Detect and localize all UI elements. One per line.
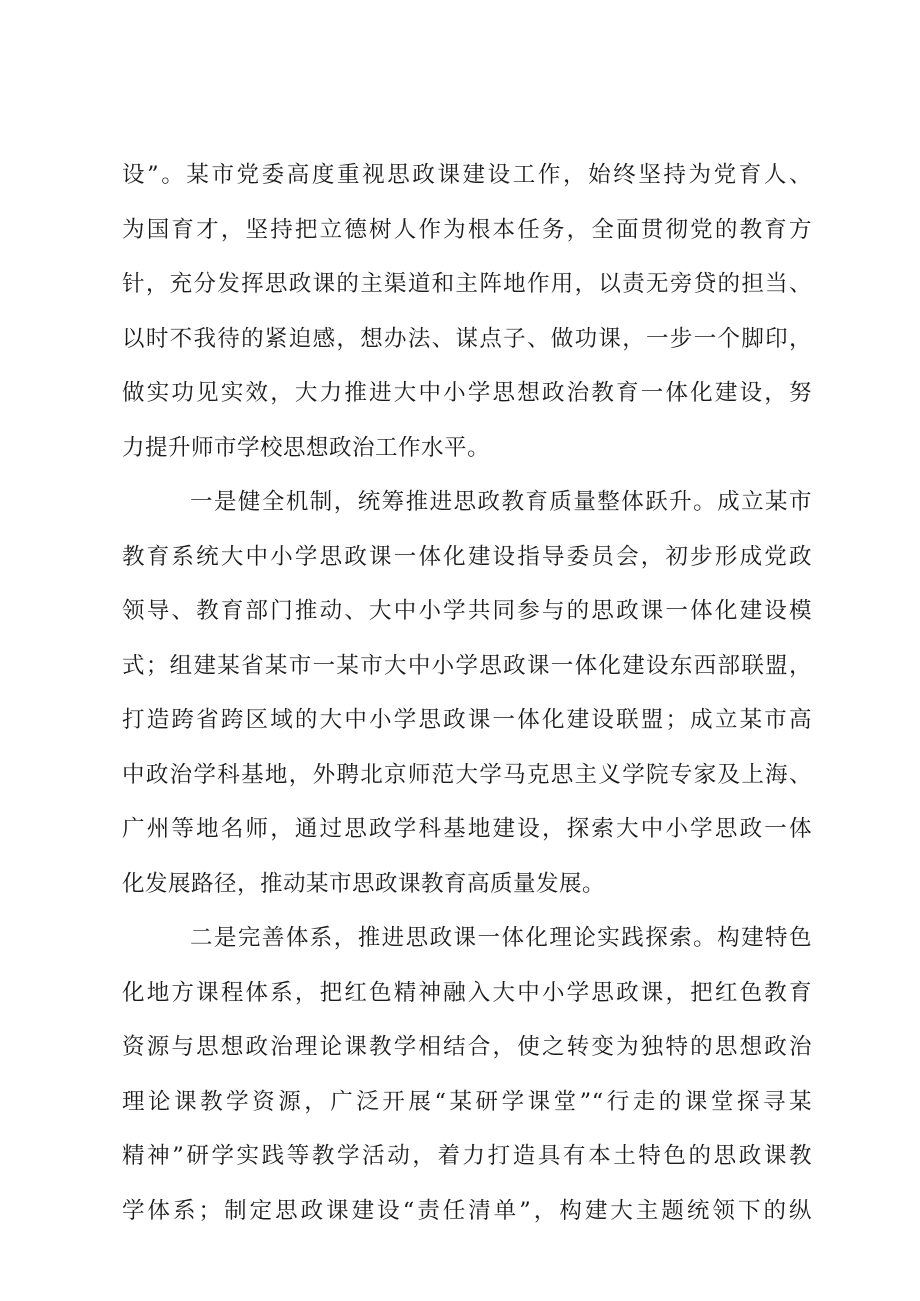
text-line: 资源与思想政治理论课教学相结合，使之转变为独特的思想政治 [122, 1034, 812, 1060]
text-line: 以时不我待的紧迫感，想办法、谋点子、做功课，一步一个脚印， [122, 325, 812, 352]
text-line: 理论课教学资源，广泛开展“某研学课堂”“行走的课堂探寻某 [122, 1088, 812, 1115]
text-line: 化地方课程体系，把红色精神融入大中小学思政课，把红色教育 [122, 979, 812, 1006]
text-line: 领导、教育部门推动、大中小学共同参与的思政课一体化建设模 [122, 598, 812, 624]
text-line: 二是完善体系，推进思政课一体化理论实践探索。构建特色 [190, 925, 812, 951]
text-line: 力提升师市学校思想政治工作水平。 [122, 434, 491, 461]
text-line: 设”。某市党委高度重视思政课建设工作，始终坚持为党育人、 [122, 162, 812, 188]
body-text [122, 148, 812, 1238]
text-line: 针，充分发挥思政课的主渠道和主阵地作用，以责无旁贷的担当、 [122, 271, 812, 297]
text-line: 化发展路径，推动某市思政课教育高质量发展。 [122, 870, 606, 897]
text-line: 式；组建某省某市一某市大中小学思政课一体化建设东西部联盟， [122, 652, 812, 679]
text-line: 广州等地名师，通过思政学科基地建设，探索大中小学思政一体 [122, 816, 812, 842]
text-line: 教育系统大中小学思政课一体化建设指导委员会，初步形成党政 [122, 543, 812, 570]
text-line: 中政治学科基地，外聘北京师范大学马克思主义学院专家及上海、 [122, 761, 812, 788]
text-line: 做实功见实效，大力推进大中小学思想政治教育一体化建设，努 [122, 380, 812, 406]
text-line: 打造跨省跨区域的大中小学思政课一体化建设联盟；成立某市高 [122, 707, 812, 733]
text-line: 一是健全机制，统筹推进思政教育质量整体跃升。成立某市 [190, 489, 812, 515]
text-line: 学体系；制定思政课建设“责任清单”，构建大主题统领下的纵 [122, 1197, 812, 1224]
text-line: 为国育才，坚持把立德树人作为根本任务，全面贯彻党的教育方 [122, 216, 812, 243]
text-line: 精神”研学实践等教学活动，着力打造具有本土特色的思政课教 [122, 1143, 812, 1169]
